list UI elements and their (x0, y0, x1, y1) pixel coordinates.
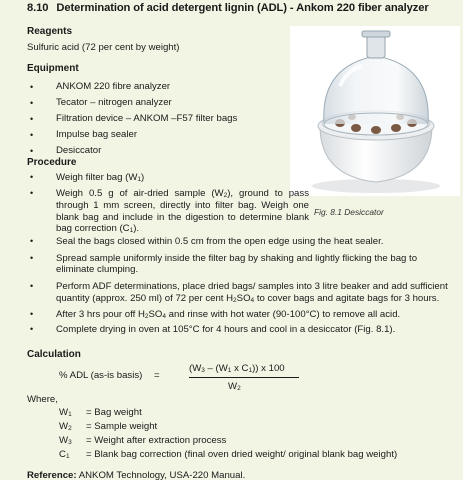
figure-caption: Fig. 8.1 Desiccator (314, 207, 384, 217)
definition-symbol: $W_1$ (59, 407, 72, 418)
equipment-heading: Equipment (27, 63, 79, 74)
formula-denominator: $W_2$ (228, 381, 241, 392)
definition-text: = Blank bag correction (final oven dried weight/ original blank bag weight) (86, 449, 398, 460)
reagents-heading: Reagents (27, 26, 73, 37)
where-label: Where, (27, 394, 58, 405)
definition-text: = Bag weight (86, 407, 142, 418)
definition-symbol: $W_2$ (59, 421, 72, 432)
reference-text: ANKOM Technology, USA-220 Manual. (76, 470, 246, 480)
equipment-item: • Filtration device – ANKOM –F57 filter bags (27, 111, 287, 127)
equipment-list (27, 79, 287, 159)
procedure-step-7: • Complete drying in oven at 105°C for 4 hours and cool in a desiccator (Fig. 8.1). (27, 324, 463, 336)
procedure-heading: Procedure (27, 157, 77, 168)
definition-symbol: $C_1$ (59, 449, 70, 460)
formula-lhs: % ADL (as-is basis) (59, 370, 143, 381)
procedure-list-b (27, 236, 463, 335)
procedure-step-2: • Weigh 0.5 g of air-dried sample $(W_2)$, ground to pass through 1 mm screen, directly into filter bag. Weigh one blank bag and include in the digestion to determine blank bag correction $(C_1)$. (27, 188, 309, 235)
procedure-step-5: • Perform ADF determinations, place dried bags/ samples into 3 litre beaker and add sufficient quantity (approx. 250 ml) of 72 per cent $H_2SO_4$ to cover bags and agitate bags for 3 hours. (27, 281, 463, 305)
desiccator-figure (290, 26, 460, 196)
definition-text: = Sample weight (86, 421, 158, 432)
procedure-step-4: • Spread sample uniformly inside the filter bag by shaking and lightly flicking the bag to eliminate clumping. (27, 253, 442, 276)
definition-text: = Weight after extraction process (86, 435, 227, 446)
reference (27, 470, 245, 480)
procedure-step-6: • After 3 hrs pour off $H_2SO_4$ and rinse with hot water (90-100°C) to remove all acid. (27, 309, 463, 321)
section-number: 8.10 (27, 2, 49, 14)
formula-fraction-line (189, 377, 299, 378)
formula-equals: = (154, 370, 160, 381)
section-title-text: Determination of acid detergent lignin (ADL) - Ankom 220 fiber analyzer (56, 2, 429, 14)
equipment-item: • Desiccator (27, 143, 287, 159)
procedure-step-1: • Weigh filter bag $(W_1)$ (27, 172, 287, 184)
formula-numerator: ($W_3 - (W_1$ x $C_1$)) x 100 (189, 363, 285, 374)
desiccator-image (290, 26, 460, 196)
procedure-step-3: • Seal the bags closed within 0.5 cm from the open edge using the heat sealer. (27, 236, 463, 248)
section-title (27, 2, 429, 16)
procedure-list-a (27, 172, 309, 235)
definition-symbol: $W_3$ (59, 435, 72, 446)
equipment-item: • Tecator – nitrogen analyzer (27, 95, 287, 111)
reagents-text: Sulfuric acid (72 per cent by weight) (27, 42, 180, 53)
equipment-item: • ANKOM 220 fibre analyzer (27, 79, 287, 95)
equipment-item: • Impulse bag sealer (27, 127, 287, 143)
calculation-heading: Calculation (27, 349, 81, 360)
reference-label: Reference: (27, 470, 77, 480)
